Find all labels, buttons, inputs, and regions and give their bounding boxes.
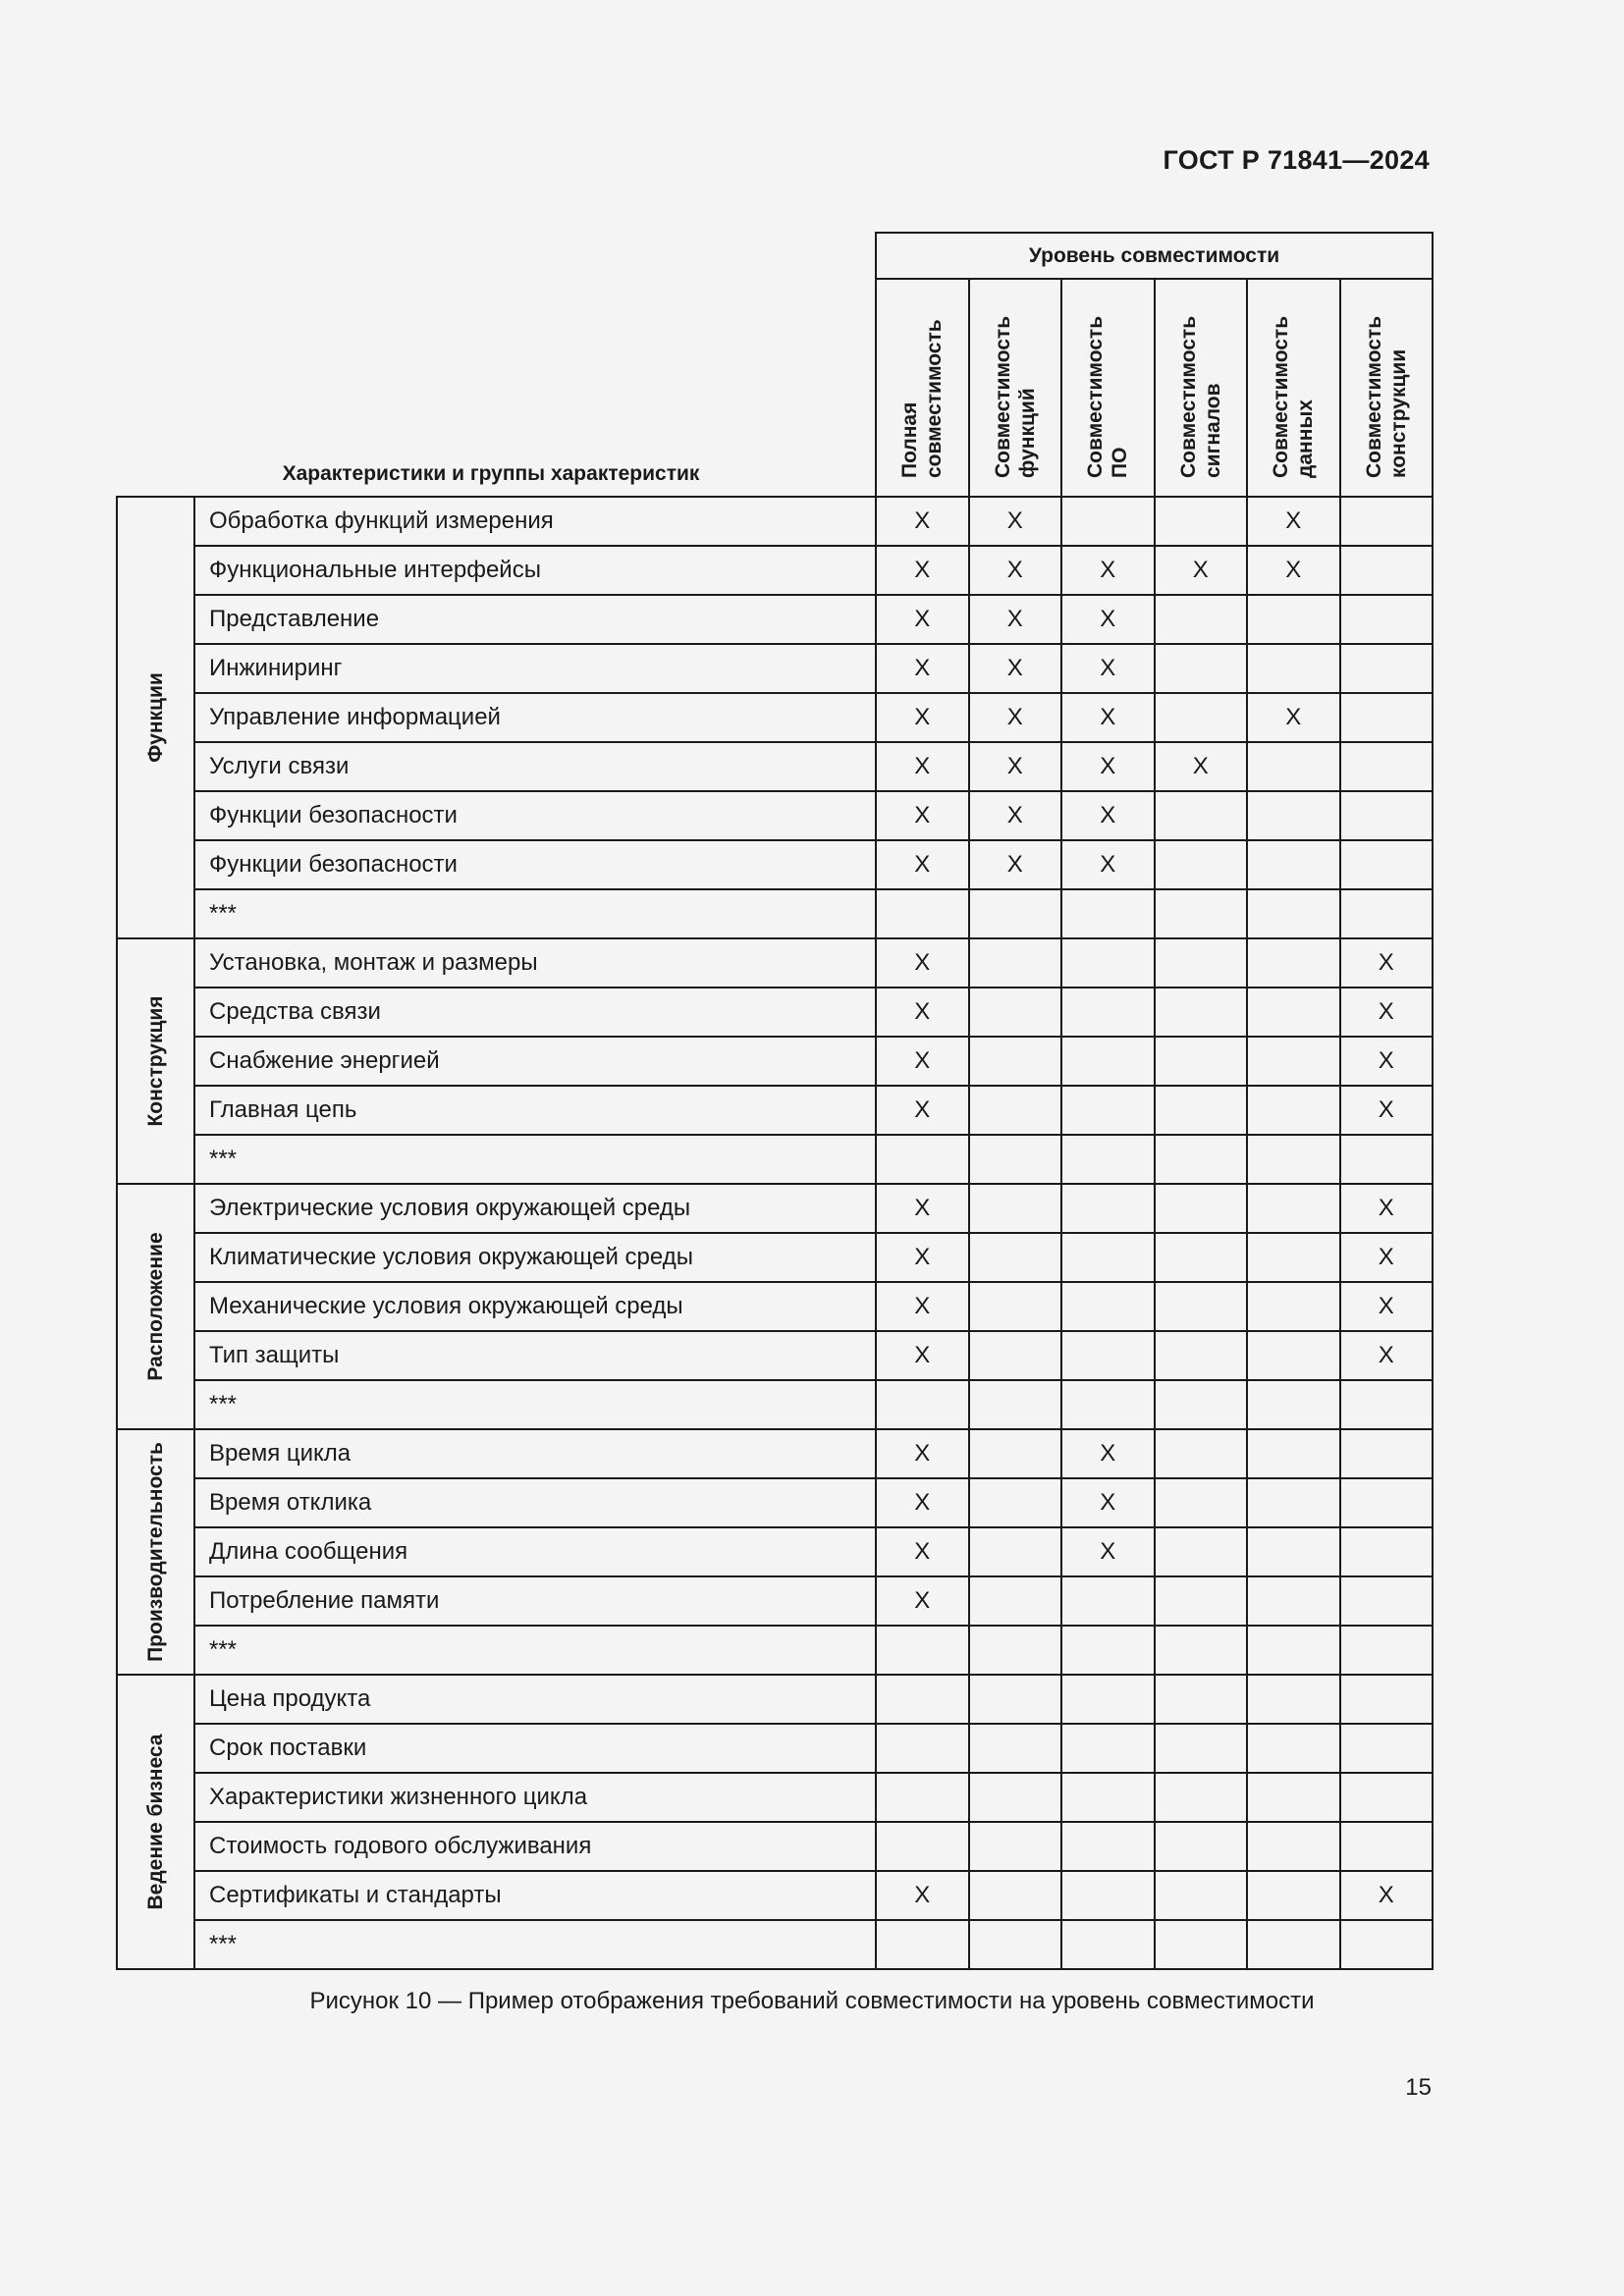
row-label: Цена продукта: [194, 1675, 876, 1724]
mark-cell: [969, 1086, 1062, 1135]
mark-cell: X: [969, 595, 1062, 644]
mark-cell: [1155, 1380, 1248, 1429]
mark-cell: [1061, 1331, 1155, 1380]
mark-cell: X: [876, 1429, 969, 1478]
mark-cell: X: [1061, 1429, 1155, 1478]
mark-cell: [1155, 1086, 1248, 1135]
row-label: ***: [194, 1380, 876, 1429]
mark-cell: X: [1247, 497, 1340, 546]
mark-cell: [1155, 1282, 1248, 1331]
group-cell: [117, 1429, 194, 1675]
mark-cell: [1155, 1626, 1248, 1675]
row-label: Сертификаты и стандарты: [194, 1871, 876, 1920]
super-header: Уровень совместимости: [876, 233, 1433, 279]
row-label: Установка, монтаж и размеры: [194, 938, 876, 988]
mark-cell: X: [1155, 546, 1248, 595]
group-cell: [117, 1675, 194, 1969]
table-row: [117, 1135, 1433, 1184]
table-row: [117, 1331, 1433, 1380]
mark-cell: [1247, 1037, 1340, 1086]
mark-cell: X: [1340, 1331, 1434, 1380]
mark-cell: [1340, 1724, 1434, 1773]
table-row: [117, 1478, 1433, 1527]
corner-spacer: [117, 233, 876, 279]
table-row: [117, 1576, 1433, 1626]
mark-cell: [876, 1380, 969, 1429]
table-row: [117, 840, 1433, 889]
compatibility-matrix: [116, 232, 1434, 1970]
mark-cell: X: [876, 988, 969, 1037]
mark-cell: [969, 1773, 1062, 1822]
mark-cell: [1247, 1478, 1340, 1527]
mark-cell: [1247, 1233, 1340, 1282]
table-row: [117, 1871, 1433, 1920]
mark-cell: X: [1340, 1871, 1434, 1920]
mark-cell: X: [1247, 693, 1340, 742]
mark-cell: [1247, 938, 1340, 988]
mark-cell: [969, 988, 1062, 1037]
mark-cell: X: [1340, 988, 1434, 1037]
mark-cell: X: [969, 644, 1062, 693]
group-label: Производительность: [143, 1442, 167, 1662]
mark-cell: [1155, 644, 1248, 693]
mark-cell: [1155, 1527, 1248, 1576]
mark-cell: [1155, 1429, 1248, 1478]
mark-cell: [969, 1135, 1062, 1184]
mark-cell: [1247, 1773, 1340, 1822]
table-row: [117, 1233, 1433, 1282]
mark-cell: X: [876, 1037, 969, 1086]
row-label: Обработка функций измерения: [194, 497, 876, 546]
mark-cell: X: [876, 1871, 969, 1920]
mark-cell: X: [876, 1576, 969, 1626]
mark-cell: [1155, 1871, 1248, 1920]
mark-cell: [1247, 1086, 1340, 1135]
mark-cell: [1061, 1576, 1155, 1626]
mark-cell: X: [876, 1184, 969, 1233]
mark-cell: X: [1061, 742, 1155, 791]
row-label: Длина сообщения: [194, 1527, 876, 1576]
mark-cell: [1340, 1773, 1434, 1822]
mark-cell: X: [876, 644, 969, 693]
row-label: Климатические условия окружающей среды: [194, 1233, 876, 1282]
row-label: Главная цепь: [194, 1086, 876, 1135]
level-header-label: Совместимость сигналов: [1176, 315, 1224, 478]
group-cell: [117, 938, 194, 1184]
mark-cell: [1155, 1478, 1248, 1527]
mark-cell: [1247, 1822, 1340, 1871]
level-header: [876, 279, 969, 497]
table-row: [117, 546, 1433, 595]
mark-cell: [876, 889, 969, 938]
row-label: Снабжение энергией: [194, 1037, 876, 1086]
table-row: [117, 1429, 1433, 1478]
mark-cell: [1247, 1429, 1340, 1478]
table-row: [117, 1527, 1433, 1576]
mark-cell: [1061, 1871, 1155, 1920]
table-row: [117, 1086, 1433, 1135]
row-label: Стоимость годового обслуживания: [194, 1822, 876, 1871]
mark-cell: [1061, 1037, 1155, 1086]
mark-cell: [1061, 1920, 1155, 1969]
mark-cell: [1340, 1920, 1434, 1969]
mark-cell: X: [876, 1331, 969, 1380]
mark-cell: [1340, 693, 1434, 742]
mark-cell: [1247, 1724, 1340, 1773]
row-label: ***: [194, 1135, 876, 1184]
mark-cell: [876, 1773, 969, 1822]
row-label: Функции безопасности: [194, 840, 876, 889]
table-row: [117, 1184, 1433, 1233]
document-id: ГОСТ Р 71841—2024: [1163, 145, 1430, 175]
mark-cell: [1340, 546, 1434, 595]
mark-cell: X: [1061, 595, 1155, 644]
mark-cell: [969, 1626, 1062, 1675]
mark-cell: [1247, 1920, 1340, 1969]
mark-cell: [1247, 1135, 1340, 1184]
mark-cell: [1340, 1675, 1434, 1724]
figure-caption: Рисунок 10 — Пример отображения требований совместимости на уровень совместимости: [309, 1988, 1315, 2014]
row-label: Инжиниринг: [194, 644, 876, 693]
mark-cell: [969, 1527, 1062, 1576]
mark-cell: [1247, 1871, 1340, 1920]
mark-cell: X: [876, 938, 969, 988]
mark-cell: [1155, 1037, 1248, 1086]
mark-cell: [1155, 1135, 1248, 1184]
mark-cell: [1247, 1282, 1340, 1331]
mark-cell: [969, 938, 1062, 988]
mark-cell: X: [876, 840, 969, 889]
row-label: ***: [194, 1920, 876, 1969]
mark-cell: X: [1340, 1037, 1434, 1086]
mark-cell: [1340, 644, 1434, 693]
level-header-label: Совместимость ПО: [1084, 315, 1132, 478]
mark-cell: [1061, 988, 1155, 1037]
mark-cell: [1061, 1282, 1155, 1331]
mark-cell: [1340, 840, 1434, 889]
mark-cell: [1340, 595, 1434, 644]
mark-cell: [1155, 988, 1248, 1037]
mark-cell: X: [1061, 840, 1155, 889]
mark-cell: [1061, 1675, 1155, 1724]
mark-cell: [1340, 791, 1434, 840]
table-row: [117, 742, 1433, 791]
table-row: [117, 1773, 1433, 1822]
group-cell: [117, 497, 194, 938]
mark-cell: [1340, 1135, 1434, 1184]
mark-cell: [1247, 1675, 1340, 1724]
table-row: [117, 938, 1433, 988]
mark-cell: [1155, 1724, 1248, 1773]
mark-cell: X: [969, 791, 1062, 840]
mark-cell: X: [876, 693, 969, 742]
table-row: [117, 497, 1433, 546]
mark-cell: [1340, 1429, 1434, 1478]
mark-cell: [1247, 1626, 1340, 1675]
row-label: Средства связи: [194, 988, 876, 1037]
mark-cell: [1247, 988, 1340, 1037]
table-row: [117, 889, 1433, 938]
mark-cell: [1061, 1822, 1155, 1871]
mark-cell: [1155, 1675, 1248, 1724]
level-header-label: Совместимость конструкции: [1362, 315, 1410, 478]
mark-cell: [1247, 1576, 1340, 1626]
mark-cell: X: [969, 546, 1062, 595]
mark-cell: [1247, 742, 1340, 791]
row-label: Управление информацией: [194, 693, 876, 742]
group-label: Функции: [143, 672, 167, 763]
mark-cell: [1340, 1576, 1434, 1626]
mark-cell: [1061, 1233, 1155, 1282]
mark-cell: [1061, 1626, 1155, 1675]
mark-cell: X: [1061, 1478, 1155, 1527]
mark-cell: [1061, 938, 1155, 988]
corner-label: Характеристики и группы характеристик: [117, 279, 876, 497]
mark-cell: [1155, 889, 1248, 938]
table-row: [117, 644, 1433, 693]
mark-cell: [969, 1184, 1062, 1233]
mark-cell: [1247, 644, 1340, 693]
mark-cell: X: [1247, 546, 1340, 595]
mark-cell: X: [876, 1086, 969, 1135]
level-header: [1247, 279, 1340, 497]
row-label: Тип защиты: [194, 1331, 876, 1380]
mark-cell: [1155, 840, 1248, 889]
mark-cell: X: [1061, 546, 1155, 595]
table-row: [117, 1380, 1433, 1429]
mark-cell: [1247, 889, 1340, 938]
mark-cell: [1247, 1331, 1340, 1380]
mark-cell: [1061, 1773, 1155, 1822]
mark-cell: [1061, 1086, 1155, 1135]
mark-cell: X: [876, 497, 969, 546]
page-number: 15: [1405, 2074, 1432, 2101]
mark-cell: X: [1061, 693, 1155, 742]
mark-cell: X: [1340, 1086, 1434, 1135]
table-row: [117, 1037, 1433, 1086]
table-row: [117, 791, 1433, 840]
level-header: [969, 279, 1062, 497]
mark-cell: X: [969, 497, 1062, 546]
level-header-label: Совместимость функций: [991, 315, 1039, 478]
row-label: Срок поставки: [194, 1724, 876, 1773]
mark-cell: [1340, 1478, 1434, 1527]
level-header: [1155, 279, 1248, 497]
mark-cell: [969, 1282, 1062, 1331]
mark-cell: [969, 1429, 1062, 1478]
row-label: Характеристики жизненного цикла: [194, 1773, 876, 1822]
mark-cell: X: [876, 1478, 969, 1527]
level-header-label: Полная совместимость: [898, 319, 947, 478]
mark-cell: X: [1340, 1233, 1434, 1282]
mark-cell: X: [1340, 1282, 1434, 1331]
row-label: Время цикла: [194, 1429, 876, 1478]
mark-cell: X: [969, 693, 1062, 742]
table-row: [117, 1675, 1433, 1724]
table-row: [117, 988, 1433, 1037]
mark-cell: [969, 1920, 1062, 1969]
table-row: [117, 1724, 1433, 1773]
mark-cell: X: [1340, 938, 1434, 988]
mark-cell: [1340, 1527, 1434, 1576]
mark-cell: [969, 1331, 1062, 1380]
mark-cell: [1155, 1576, 1248, 1626]
mark-cell: [1340, 1822, 1434, 1871]
level-header-label: Совместимость данных: [1270, 315, 1318, 478]
mark-cell: [1247, 1527, 1340, 1576]
mark-cell: [876, 1626, 969, 1675]
mark-cell: [1155, 595, 1248, 644]
mark-cell: [1340, 1380, 1434, 1429]
mark-cell: [969, 1380, 1062, 1429]
mark-cell: [969, 1037, 1062, 1086]
mark-cell: [1247, 595, 1340, 644]
mark-cell: [1155, 1773, 1248, 1822]
mark-cell: X: [1155, 742, 1248, 791]
mark-cell: X: [876, 742, 969, 791]
mark-cell: [1061, 1380, 1155, 1429]
mark-cell: [969, 1478, 1062, 1527]
row-label: Механические условия окружающей среды: [194, 1282, 876, 1331]
row-label: Функции безопасности: [194, 791, 876, 840]
mark-cell: [1061, 1135, 1155, 1184]
table-row: [117, 1920, 1433, 1969]
mark-cell: X: [876, 1233, 969, 1282]
mark-cell: [876, 1724, 969, 1773]
group-label: Расположение: [143, 1232, 167, 1381]
mark-cell: [969, 1233, 1062, 1282]
mark-cell: X: [876, 595, 969, 644]
table-row: [117, 1282, 1433, 1331]
level-header: [1061, 279, 1155, 497]
mark-cell: [1340, 889, 1434, 938]
mark-cell: X: [1061, 644, 1155, 693]
mark-cell: [1155, 1184, 1248, 1233]
mark-cell: [969, 1724, 1062, 1773]
level-header: [1340, 279, 1434, 497]
mark-cell: X: [876, 791, 969, 840]
mark-cell: [1340, 497, 1434, 546]
row-label: Время отклика: [194, 1478, 876, 1527]
mark-cell: [1155, 497, 1248, 546]
mark-cell: [1155, 1233, 1248, 1282]
mark-cell: [969, 1675, 1062, 1724]
group-cell: [117, 1184, 194, 1429]
mark-cell: [1155, 1331, 1248, 1380]
matrix-body: [117, 497, 1433, 1969]
row-label: Представление: [194, 595, 876, 644]
mark-cell: [1061, 497, 1155, 546]
mark-cell: [1247, 1380, 1340, 1429]
row-label: Потребление памяти: [194, 1576, 876, 1626]
mark-cell: [1155, 791, 1248, 840]
mark-cell: [876, 1675, 969, 1724]
mark-cell: [876, 1135, 969, 1184]
table-row: [117, 595, 1433, 644]
mark-cell: [1155, 938, 1248, 988]
mark-cell: X: [876, 546, 969, 595]
mark-cell: X: [876, 1527, 969, 1576]
mark-cell: X: [1061, 791, 1155, 840]
mark-cell: [1155, 693, 1248, 742]
table-row: [117, 693, 1433, 742]
mark-cell: [1247, 1184, 1340, 1233]
row-label: Функциональные интерфейсы: [194, 546, 876, 595]
table-row: [117, 1626, 1433, 1675]
mark-cell: [1247, 840, 1340, 889]
mark-cell: [1340, 1626, 1434, 1675]
mark-cell: [1247, 791, 1340, 840]
mark-cell: [876, 1920, 969, 1969]
row-label: ***: [194, 1626, 876, 1675]
mark-cell: X: [969, 742, 1062, 791]
mark-cell: [969, 1822, 1062, 1871]
mark-cell: [1061, 1724, 1155, 1773]
mark-cell: X: [969, 840, 1062, 889]
mark-cell: [876, 1822, 969, 1871]
group-label: Ведение бизнеса: [143, 1734, 167, 1910]
mark-cell: [969, 1871, 1062, 1920]
row-label: Электрические условия окружающей среды: [194, 1184, 876, 1233]
mark-cell: [969, 889, 1062, 938]
mark-cell: [1155, 1920, 1248, 1969]
group-label: Конструкция: [143, 995, 167, 1127]
mark-cell: [1340, 742, 1434, 791]
mark-cell: [1061, 1184, 1155, 1233]
mark-cell: X: [1340, 1184, 1434, 1233]
row-label: ***: [194, 889, 876, 938]
mark-cell: X: [876, 1282, 969, 1331]
mark-cell: X: [1061, 1527, 1155, 1576]
mark-cell: [1155, 1822, 1248, 1871]
mark-cell: [1061, 889, 1155, 938]
mark-cell: [969, 1576, 1062, 1626]
row-label: Услуги связи: [194, 742, 876, 791]
table-row: [117, 1822, 1433, 1871]
